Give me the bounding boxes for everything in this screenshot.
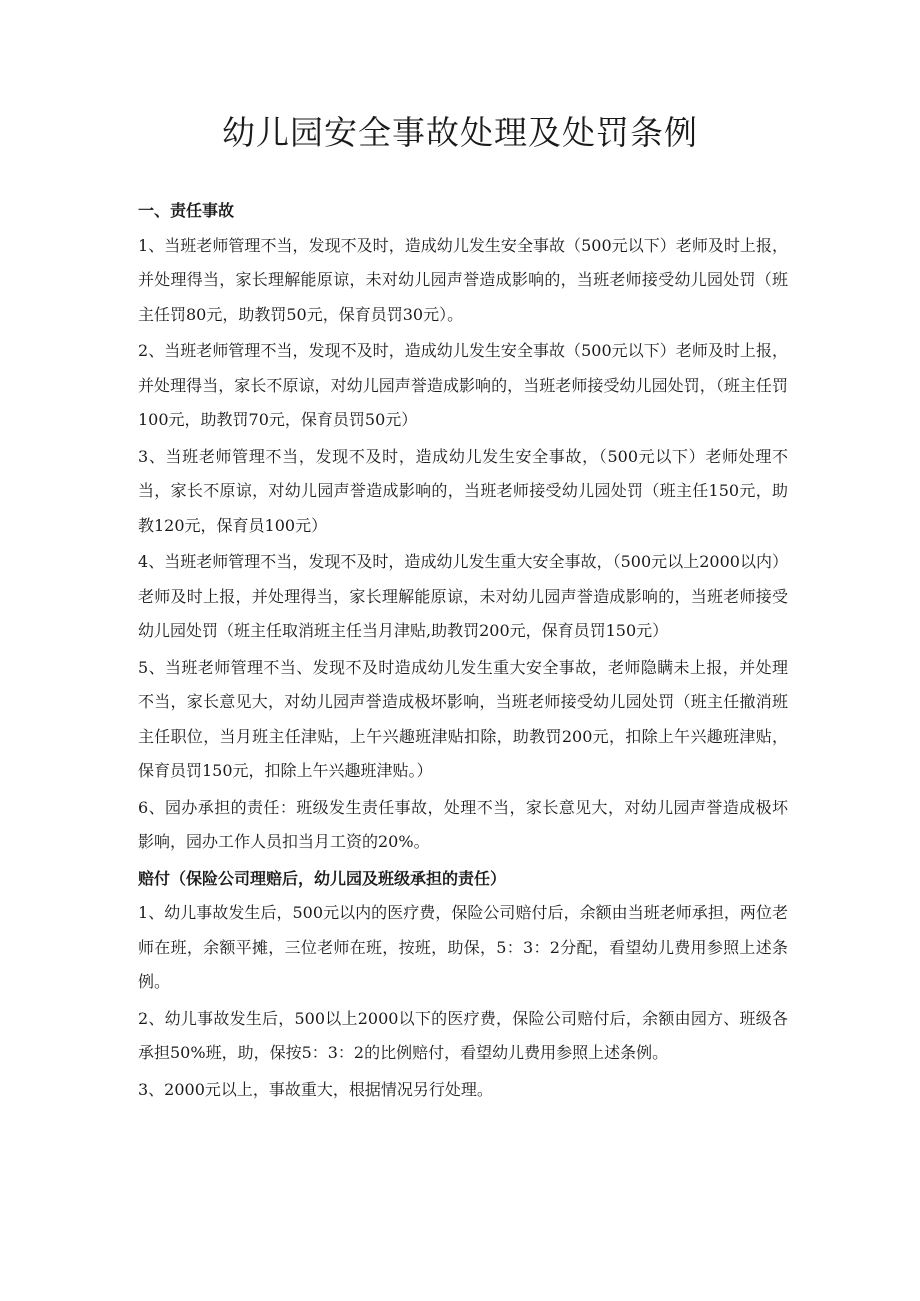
liability-item-2: 2、当班老师管理不当，发现不及时，造成幼儿发生安全事故（500元以下）老师及时上报，并处理得当，家长不原谅，对幼儿园声誉造成影响的，当班老师接受幼儿园处罚，（班主任罚100元，助教罚70元，保育员罚50元） [138, 341, 788, 429]
document-body [138, 194, 788, 1107]
compensation-item-1: 1、幼儿事故发生后，500元以内的医疗费，保险公司赔付后，余额由当班老师承担，两位老师在班，余额平摊，三位老师在班，按班，助保，5：3：2分配，看望幼儿费用参照上述条例。 [138, 903, 788, 991]
liability-item-5: 5、当班老师管理不当、发现不及时造成幼儿发生重大安全事故，老师隐瞒未上报，并处理不当，家长意见大，对幼儿园声誉造成极坏影响，当班老师接受幼儿园处罚（班主任撤消班主任职位，当月班主任津贴，上午兴趣班津贴扣除，助教罚200元，扣除上午兴趣班津贴，保育员罚150元，扣除上午兴趣班津贴。） [138, 657, 788, 780]
compensation-item-2: 2、幼儿事故发生后，500以上2000以下的医疗费，保险公司赔付后，余额由园方、班级各承担50%班，助，保按5：3：2的比例赔付，看望幼儿费用参照上述条例。 [138, 1008, 788, 1062]
liability-item-4: 4、当班老师管理不当，发现不及时，造成幼儿发生重大安全事故，（500元以上2000以内）老师及时上报，并处理得当，家长理解能原谅，未对幼儿园声誉造成影响的，当班老师接受幼儿园处罚（班主任取消班主任当月津贴,助教罚200元，保育员罚150元） [138, 552, 788, 640]
liability-item-6: 6、园办承担的责任：班级发生责任事故，处理不当，家长意见大，对幼儿园声誉造成极坏影响，园办工作人员扣当月工资的20%。 [138, 797, 788, 851]
liability-item-1: 1、当班老师管理不当，发现不及时，造成幼儿发生安全事故（500元以下）老师及时上报，并处理得当，家长理解能原谅，未对幼儿园声誉造成影响的，当班老师接受幼儿园处罚（班主任罚80元，助教罚50元，保育员罚30元）。 [138, 235, 788, 324]
section-heading-compensation: 赔付（保险公司理赔后，幼儿园及班级承担的责任） [138, 868, 507, 888]
liability-item-3: 3、当班老师管理不当，发现不及时，造成幼儿发生安全事故，（500元以下）老师处理不当，家长不原谅，对幼儿园声誉造成影响的，当班老师接受幼儿园处罚（班主任150元，助教120元，保育员100元） [138, 446, 788, 535]
section-heading-liability: 一、责任事故 [138, 201, 235, 220]
compensation-item-3: 3、2000元以上，事故重大，根据情况另行处理。 [138, 1079, 493, 1099]
document-title: 幼儿园安全事故处理及处罚条例 [222, 113, 698, 152]
